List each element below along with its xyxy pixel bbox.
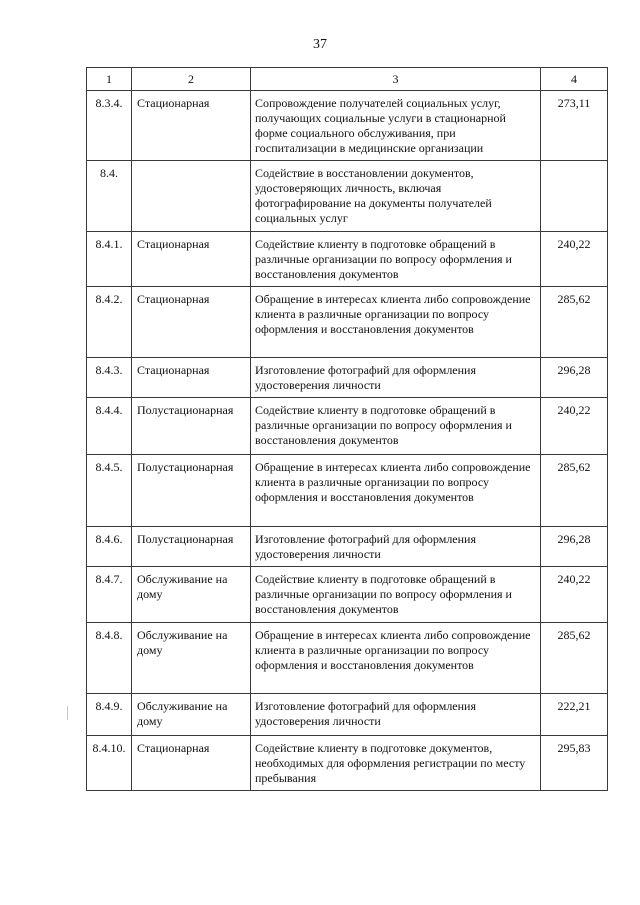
table-header-row — [87, 68, 608, 91]
header-col-3: 3 — [251, 68, 541, 91]
row-number: 8.4.9. — [87, 694, 132, 736]
service-form: Стационарная — [132, 287, 251, 358]
row-number: 8.4.10. — [87, 736, 132, 791]
service-description: Изготовление фотографий для оформления удостоверения личности — [251, 358, 541, 398]
service-price: 273,11 — [541, 91, 608, 161]
row-number: 8.4.1. — [87, 232, 132, 287]
margin-mark — [67, 706, 68, 720]
service-price: 240,22 — [541, 232, 608, 287]
service-form: Стационарная — [132, 232, 251, 287]
service-price: 240,22 — [541, 567, 608, 623]
header-col-2: 2 — [132, 68, 251, 91]
service-price: 222,21 — [541, 694, 608, 736]
service-description: Содействие клиенту в подготовке обращений в различные организации по вопросу оформления и восстановления документов — [251, 232, 541, 287]
service-form: Полустационарная — [132, 455, 251, 527]
service-description: Обращение в интересах клиента либо сопровождение клиента в различные организации по вопросу оформления и восстановления документов — [251, 623, 541, 694]
service-description: Сопровождение получателей социальных услуг, получающих социальные услуги в стационарной форме социального обслуживания, при госпитализации в медицинские организации — [251, 91, 541, 161]
table-row — [87, 398, 608, 455]
table-row — [87, 287, 608, 358]
service-price: 295,83 — [541, 736, 608, 791]
row-number: 8.4. — [87, 161, 132, 232]
service-price: 296,28 — [541, 527, 608, 567]
service-description: Обращение в интересах клиента либо сопровождение клиента в различные организации по вопросу оформления и восстановления документов — [251, 287, 541, 358]
tariff-table — [86, 67, 608, 791]
service-price: 296,28 — [541, 358, 608, 398]
row-number: 8.4.4. — [87, 398, 132, 455]
row-number: 8.4.3. — [87, 358, 132, 398]
service-description: Содействие клиенту в подготовке обращений в различные организации по вопросу оформления и восстановления документов — [251, 567, 541, 623]
table-row — [87, 623, 608, 694]
page-number: 37 — [313, 37, 327, 52]
service-description: Обращение в интересах клиента либо сопровождение клиента в различные организации по вопросу оформления и восстановления документов — [251, 455, 541, 527]
row-number: 8.3.4. — [87, 91, 132, 161]
service-description: Изготовление фотографий для оформления удостоверения личности — [251, 527, 541, 567]
service-description: Содействие в восстановлении документов, удостоверяющих личность, включая фотографирование на документы получателей социальных услуг — [251, 161, 541, 232]
service-price: 285,62 — [541, 455, 608, 527]
service-form: Обслуживание на дому — [132, 567, 251, 623]
service-form: Стационарная — [132, 91, 251, 161]
service-form: Обслуживание на дому — [132, 694, 251, 736]
service-form: Полустационарная — [132, 398, 251, 455]
service-description: Содействие клиенту в подготовке обращений в различные организации по вопросу оформления и восстановления документов — [251, 398, 541, 455]
service-form: Стационарная — [132, 736, 251, 791]
service-form: Стационарная — [132, 358, 251, 398]
table-row — [87, 232, 608, 287]
table-row — [87, 455, 608, 527]
table-row — [87, 161, 608, 232]
service-price: 285,62 — [541, 287, 608, 358]
table-row — [87, 91, 608, 161]
table-row — [87, 358, 608, 398]
service-form: Обслуживание на дому — [132, 623, 251, 694]
table-row — [87, 694, 608, 736]
row-number: 8.4.6. — [87, 527, 132, 567]
service-description: Содействие клиенту в подготовке документов, необходимых для оформления регистрации по месту пребывания — [251, 736, 541, 791]
table-row — [87, 567, 608, 623]
row-number: 8.4.7. — [87, 567, 132, 623]
row-number: 8.4.2. — [87, 287, 132, 358]
service-price — [541, 161, 608, 232]
table-row — [87, 527, 608, 567]
service-form — [132, 161, 251, 232]
header-col-4: 4 — [541, 68, 608, 91]
header-col-1: 1 — [87, 68, 132, 91]
row-number: 8.4.8. — [87, 623, 132, 694]
service-description: Изготовление фотографий для оформления удостоверения личности — [251, 694, 541, 736]
service-price: 240,22 — [541, 398, 608, 455]
row-number: 8.4.5. — [87, 455, 132, 527]
service-price: 285,62 — [541, 623, 608, 694]
table-row — [87, 736, 608, 791]
service-form: Полустационарная — [132, 527, 251, 567]
